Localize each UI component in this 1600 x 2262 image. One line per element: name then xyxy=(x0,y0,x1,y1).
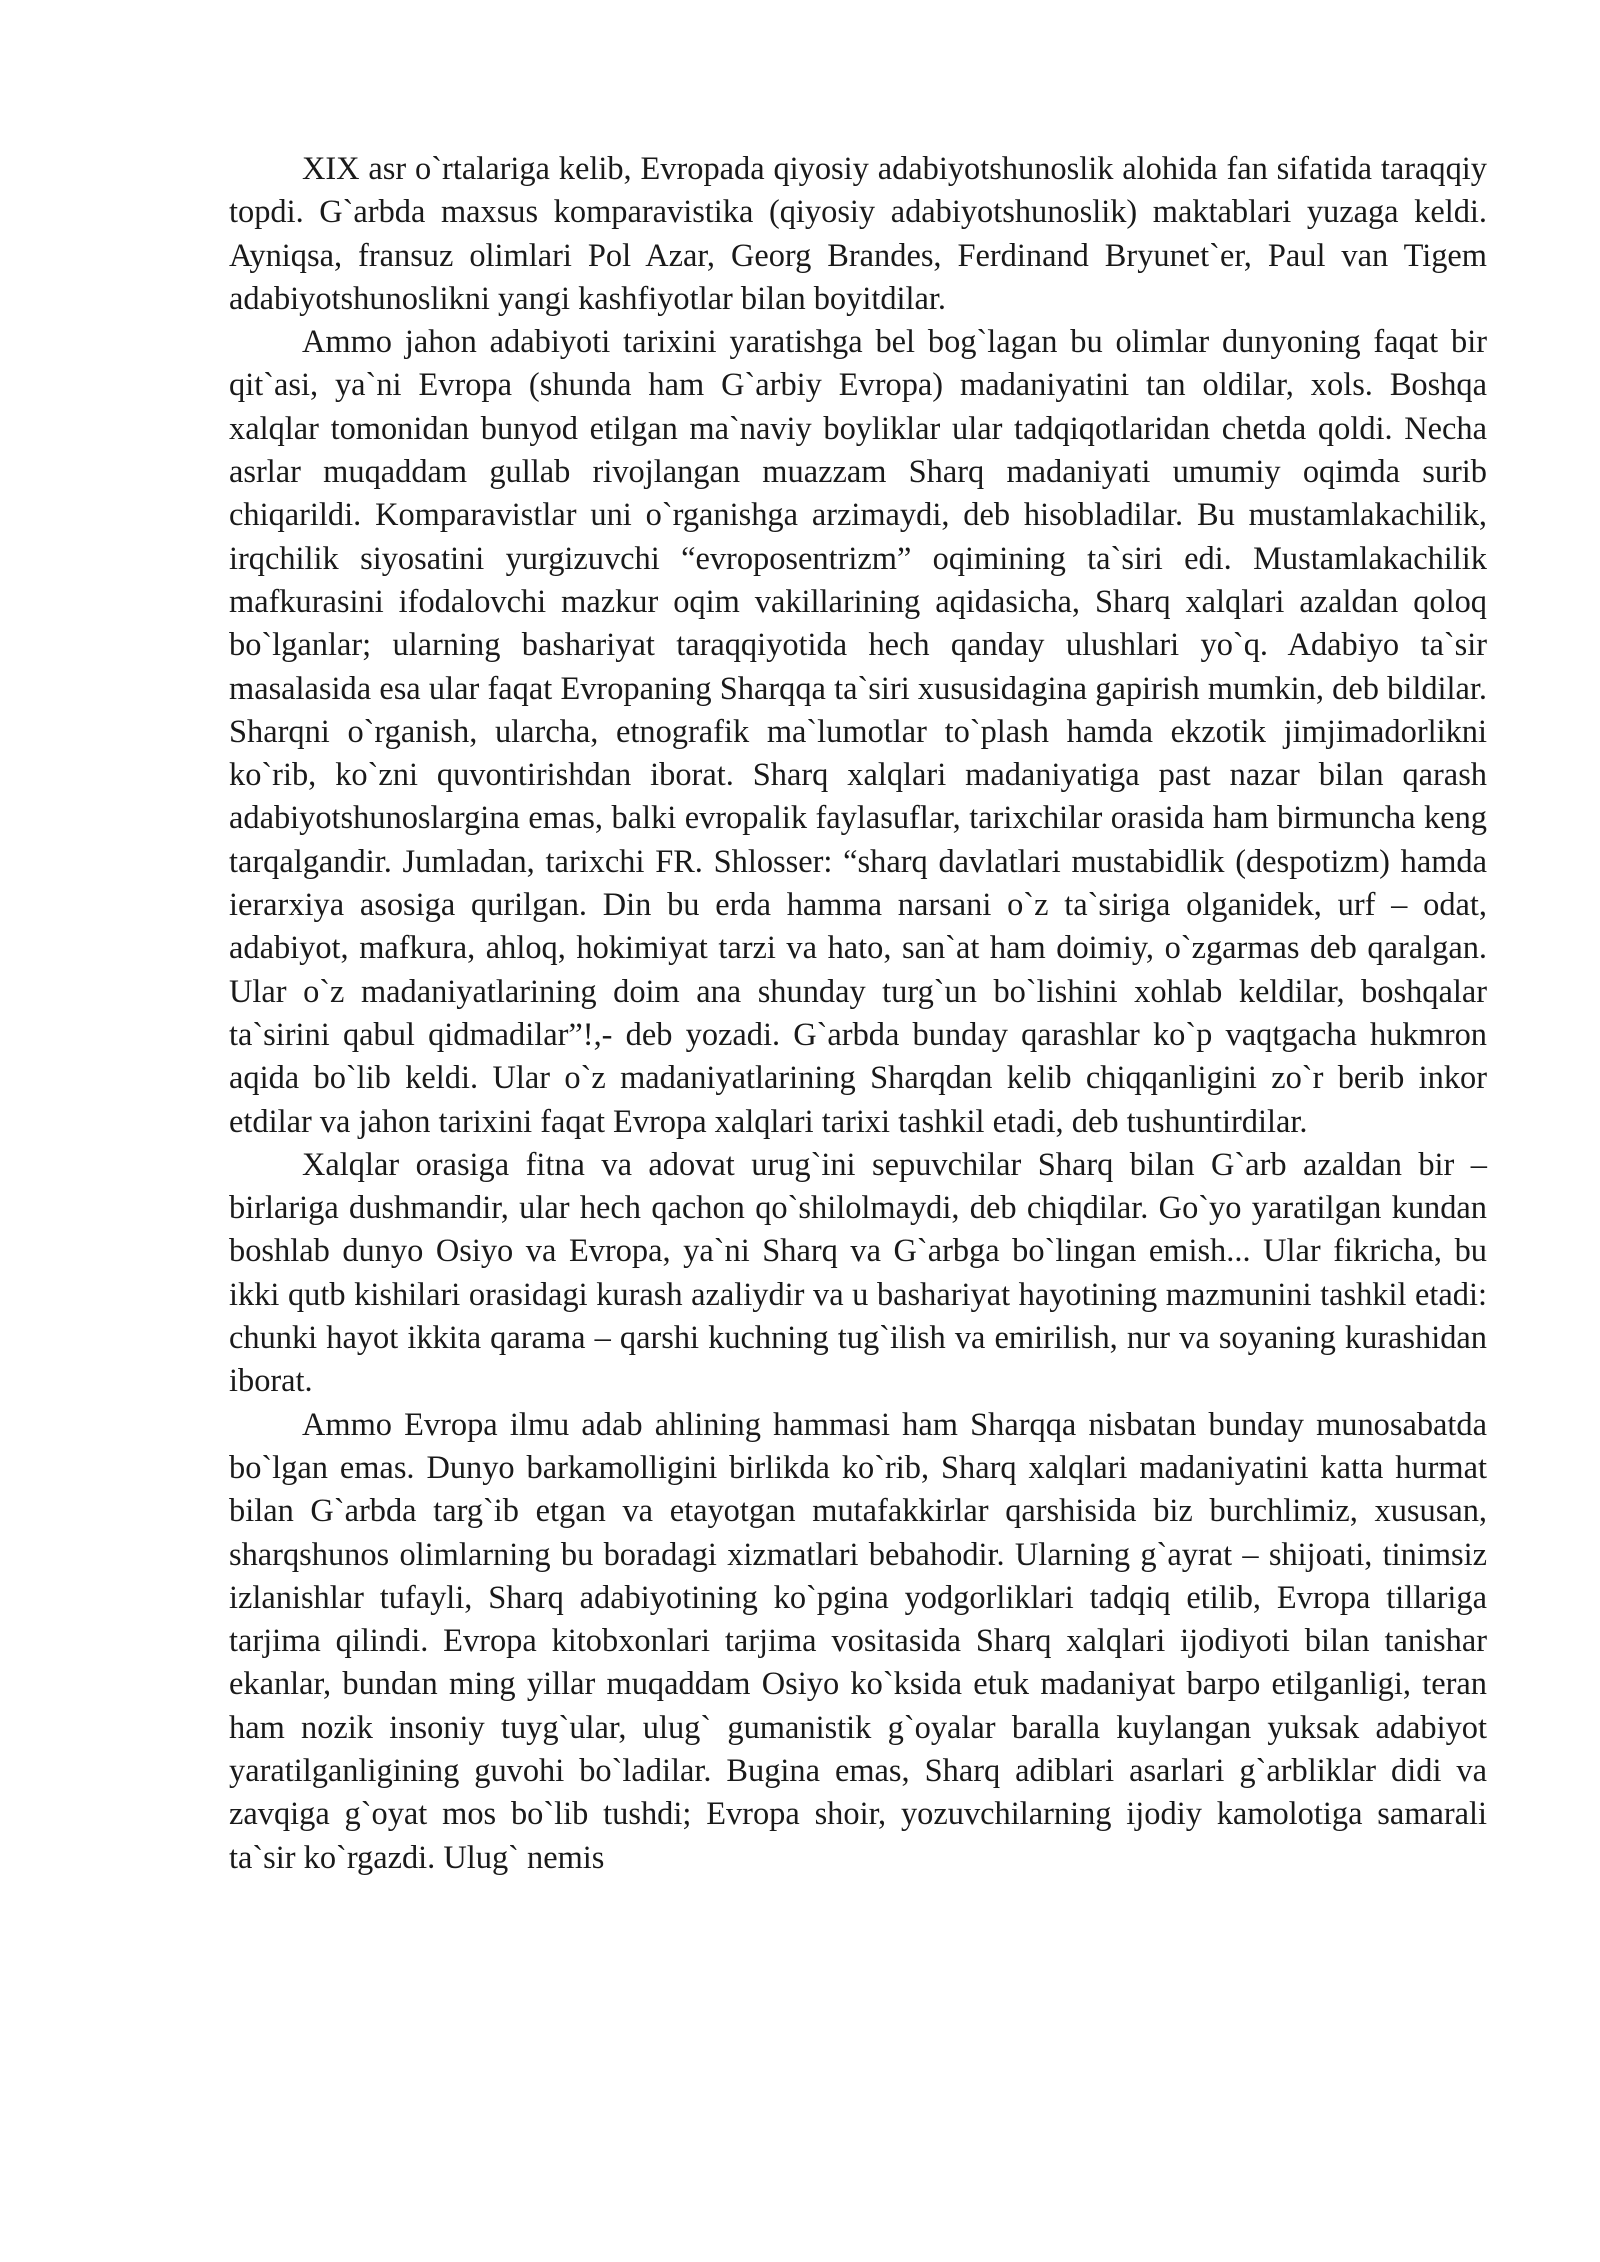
paragraph-3: Xalqlar orasiga fitna va adovat urug`ini sepuvchilar Sharq bilan G`arb azaldan bir – birlariga dushmandir, ular hech qachon qo`shilolmaydi, deb chiqdilar. Go`yo yaratilgan kundan boshlab dunyo Osiyo va Evropa, ya`ni Sharq va G`arbga bo`lingan emish... Ular fikricha, bu ikki qutb kishilari orasidagi kurash azaliydir va u bashariyat hayotining mazmunini tashkil etadi: chunki hayot ikkita qarama – qarshi kuchning tug`ilish va emirilish, nur va soyaning kurashidan iborat. xyxy=(229,1146,1487,1400)
paragraph-4: Ammo Evropa ilmu adab ahlining hammasi ham Sharqqa nisbatan bunday munosabatda bo`lgan emas. Dunyo barkamolligini birlikda ko`rib, Sharq xalqlari madaniyatini katta hurmat bilan G`arbda targ`ib etgan va etayotgan mutafakkirlar qarshisida biz burchlimiz, xususan, sharqshunos olimlarning bu boradagi xizmatlari bebahodir. Ularning g`ayrat – shijoati, tinimsiz izlanishlar tufayli, Sharq adabiyotining ko`pgina yodgorliklari tadqiq etilib, Evropa tillariga tarjima qilindi. Evropa kitobxonlari tarjima vositasida Sharq xalqlari ijodiyoti bilan tanishar ekanlar, bundan ming yillar muqaddam Osiyo ko`ksida etuk madaniyat barpo etilganligi, teran ham nozik insoniy tuyg`ular, ulug` gumanistik g`oyalar baralla kuylangan yuksak adabiyot yaratilganligining guvohi bo`ladilar. Bugina emas, Sharq adiblari asarlari g`arbliklar didi va zavqiga g`oyat mos bo`lib tushdi; Evropa shoir, yozuvchilarning ijodiy kamolotiga samarali ta`sir ko`rgazdi. Ulug` nemis xyxy=(229,1406,1487,1876)
document-page xyxy=(229,148,1487,1880)
paragraph-2: Ammo jahon adabiyoti tarixini yaratishga bel bog`lagan bu olimlar dunyoning faqat bir qit`asi, ya`ni Evropa (shunda ham G`arbiy Evropa) madaniyatini tan oldilar, xols. Boshqa xalqlar tomonidan bunyod etilgan ma`naviy boyliklar ular tadqiqotlaridan chetda qoldi. Necha asrlar muqaddam gullab rivojlangan muazzam Sharq madaniyati umumiy oqimda surib chiqarildi. Komparavistlar uni o`rganishga arzimaydi, deb hisobladilar. Bu mustamlakachilik, irqchilik siyosatini yurgizuvchi “evroposentrizm” oqimining ta`siri edi. Mustamlakachilik mafkurasini ifodalovchi mazkur oqim vakillarining aqidasicha, Sharq xalqlari azaldan qoloq bo`lganlar; ularning bashariyat taraqqiyotida hech qanday ulushlari yo`q. Adabiyo ta`sir masalasida esa ular faqat Evropaning Sharqqa ta`siri xususidagina gapirish mumkin, deb bildilar. Sharqni o`rganish, ularcha, etnografik ma`lumotlar to`plash hamda ekzotik jimjimadorlikni ko`rib, ko`zni quvontirishdan iborat. Sharq xalqlari madaniyatiga past nazar bilan qarash adabiyotshunoslargina emas, balki evropalik faylasuflar, tarixchilar orasida ham birmuncha keng tarqalgandir. Jumladan, tarixchi FR. Shlosser: “sharq davlatlari mustabidlik (despotizm) hamda ierarxiya asosiga qurilgan. Din bu erda hamma narsani o`z ta`siriga olganidek, urf – odat, adabiyot, mafkura, ahloq, hokimiyat tarzi va hato, san`at ham doimiy, o`zgarmas deb qaralgan. Ular o`z madaniyatlarining doim ana shunday turg`un bo`lishini xohlab keldilar, boshqalar ta`sirini qabul qidmadilar”!,- deb yozadi. G`arbda bunday qarashlar ko`p vaqtgacha hukmron aqida bo`lib keldi. Ular o`z madaniyatlarining Sharqdan kelib chiqqanligini zo`r berib inkor etdilar va jahon tarixini faqat Evropa xalqlari tarixi tashkil etadi, deb tushuntirdilar. xyxy=(229,324,1487,1140)
paragraph-1: XIX asr o`rtalariga kelib, Evropada qiyosiy adabiyotshunoslik alohida fan sifatida taraqqiy topdi. G`arbda maxsus komparavistika (qiyosiy adabiyotshunoslik) maktablari yuzaga keldi. Ayniqsa, fransuz olimlari Pol Azar, Georg Brandes, Ferdinand Bryunet`er, Paul van Tigem adabiyotshunoslikni yangi kashfiyotlar bilan boyitdilar. xyxy=(229,151,1487,317)
